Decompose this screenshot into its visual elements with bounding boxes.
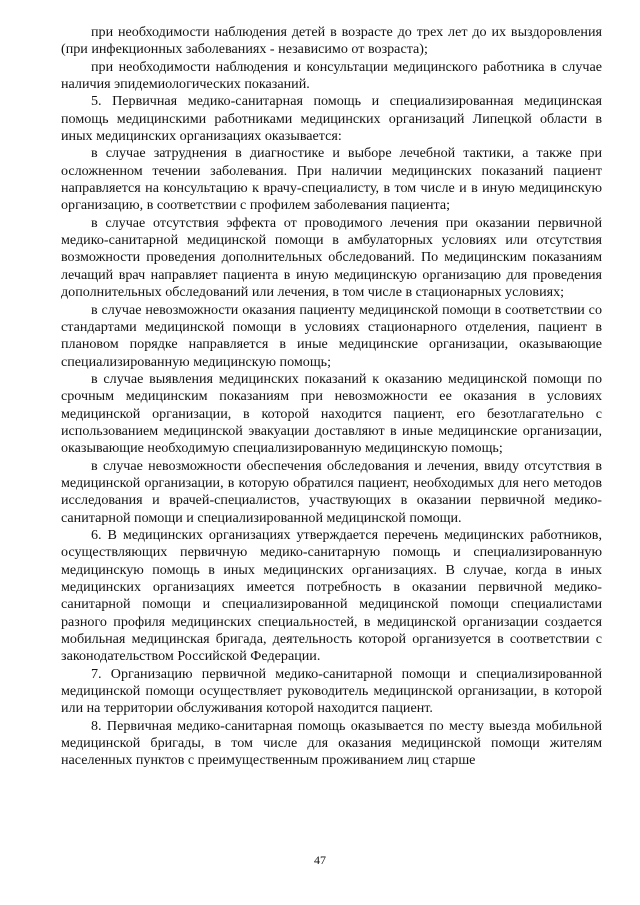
paragraph-9: 6. В медицинских организациях утверждается перечень медицинских работников, осуществляющих первичную медико-санитарную помощь и специализированную медицинскую помощь в иных медицинских организациях. В случае, когда в иных медицинских организациях имеется потребность в оказании первичной медико-санитарной помощи и специализированной медицинской помощи специалистами разного профиля медицинских специальностей, в медицинской организации создается мобильная медицинская бригада, деятельность которой организуется в соответствии с законодательством Российской Федерации.: [61, 526, 602, 665]
paragraph-8: в случае невозможности обеспечения обследования и лечения, ввиду отсутствия в медицинской организации, в которую обратился пациент, необходимых для него методов исследования и врачей-специалистов, участвующих в оказании первичной медико-санитарной помощи и специализированной медицинской помощи.: [61, 457, 602, 526]
paragraph-5: в случае отсутствия эффекта от проводимого лечения при оказании первичной медико-санитарной медицинской помощи в амбулаторных условиях или отсутствия возможности проведения дополнительных обследований. По медицинским показаниям лечащий врач направляет пациента в иную медицинскую организацию для проведения дополнительных обследований или лечения, в том числе в стационарных условиях;: [61, 214, 602, 301]
paragraph-10: 7. Организацию первичной медико-санитарной помощи и специализированной медицинской помощи осуществляет руководитель медицинской организации, в которой или на территории обслуживания которой находится пациент.: [61, 665, 602, 717]
paragraph-1: при необходимости наблюдения детей в возрасте до трех лет до их выздоровления (при инфекционных заболеваниях - независимо от возраста);: [61, 24, 602, 58]
paragraph-4: в случае затруднения в диагностике и выборе лечебной тактики, а также при осложненном течении заболевания. При наличии медицинских показаний пациент направляется на консультацию к врачу-специалисту, в том числе и в иную медицинскую организацию, в соответствии с профилем заболевания пациента;: [61, 145, 602, 214]
page-number: 47: [314, 853, 326, 867]
paragraph-7: в случае выявления медицинских показаний к оказанию медицинской помощи по срочным медицинским показаниям при невозможности ее оказания в условиях медицинской организации, в которой находится пациент, его безотлагательно с использованием медицинской эвакуации доставляют в иные медицинские организации, оказывающие необходимую специализированную медицинскую помощь;: [61, 370, 602, 457]
paragraph-2: при необходимости наблюдения и консультации медицинского работника в случае наличия эпидемиологических показаний.: [61, 58, 602, 93]
document-page: [61, 24, 602, 770]
paragraph-11: 8. Первичная медико-санитарная помощь оказывается по месту выезда мобильной медицинской бригады, в том числе для оказания медицинской помощи жителям населенных пунктов с преимущественным проживанием лиц старше: [61, 717, 602, 769]
paragraph-6: в случае невозможности оказания пациенту медицинской помощи в соответствии со стандартами медицинской помощи в условиях стационарного отделения, пациент в плановом порядке направляется в иные медицинские организации, оказывающие специализированную медицинскую помощь;: [61, 301, 602, 370]
paragraph-3: 5. Первичная медико-санитарная помощь и специализированная медицинская помощь медицинскими работниками медицинских организаций Липецкой области в иных медицинских организациях оказывается:: [61, 93, 602, 145]
